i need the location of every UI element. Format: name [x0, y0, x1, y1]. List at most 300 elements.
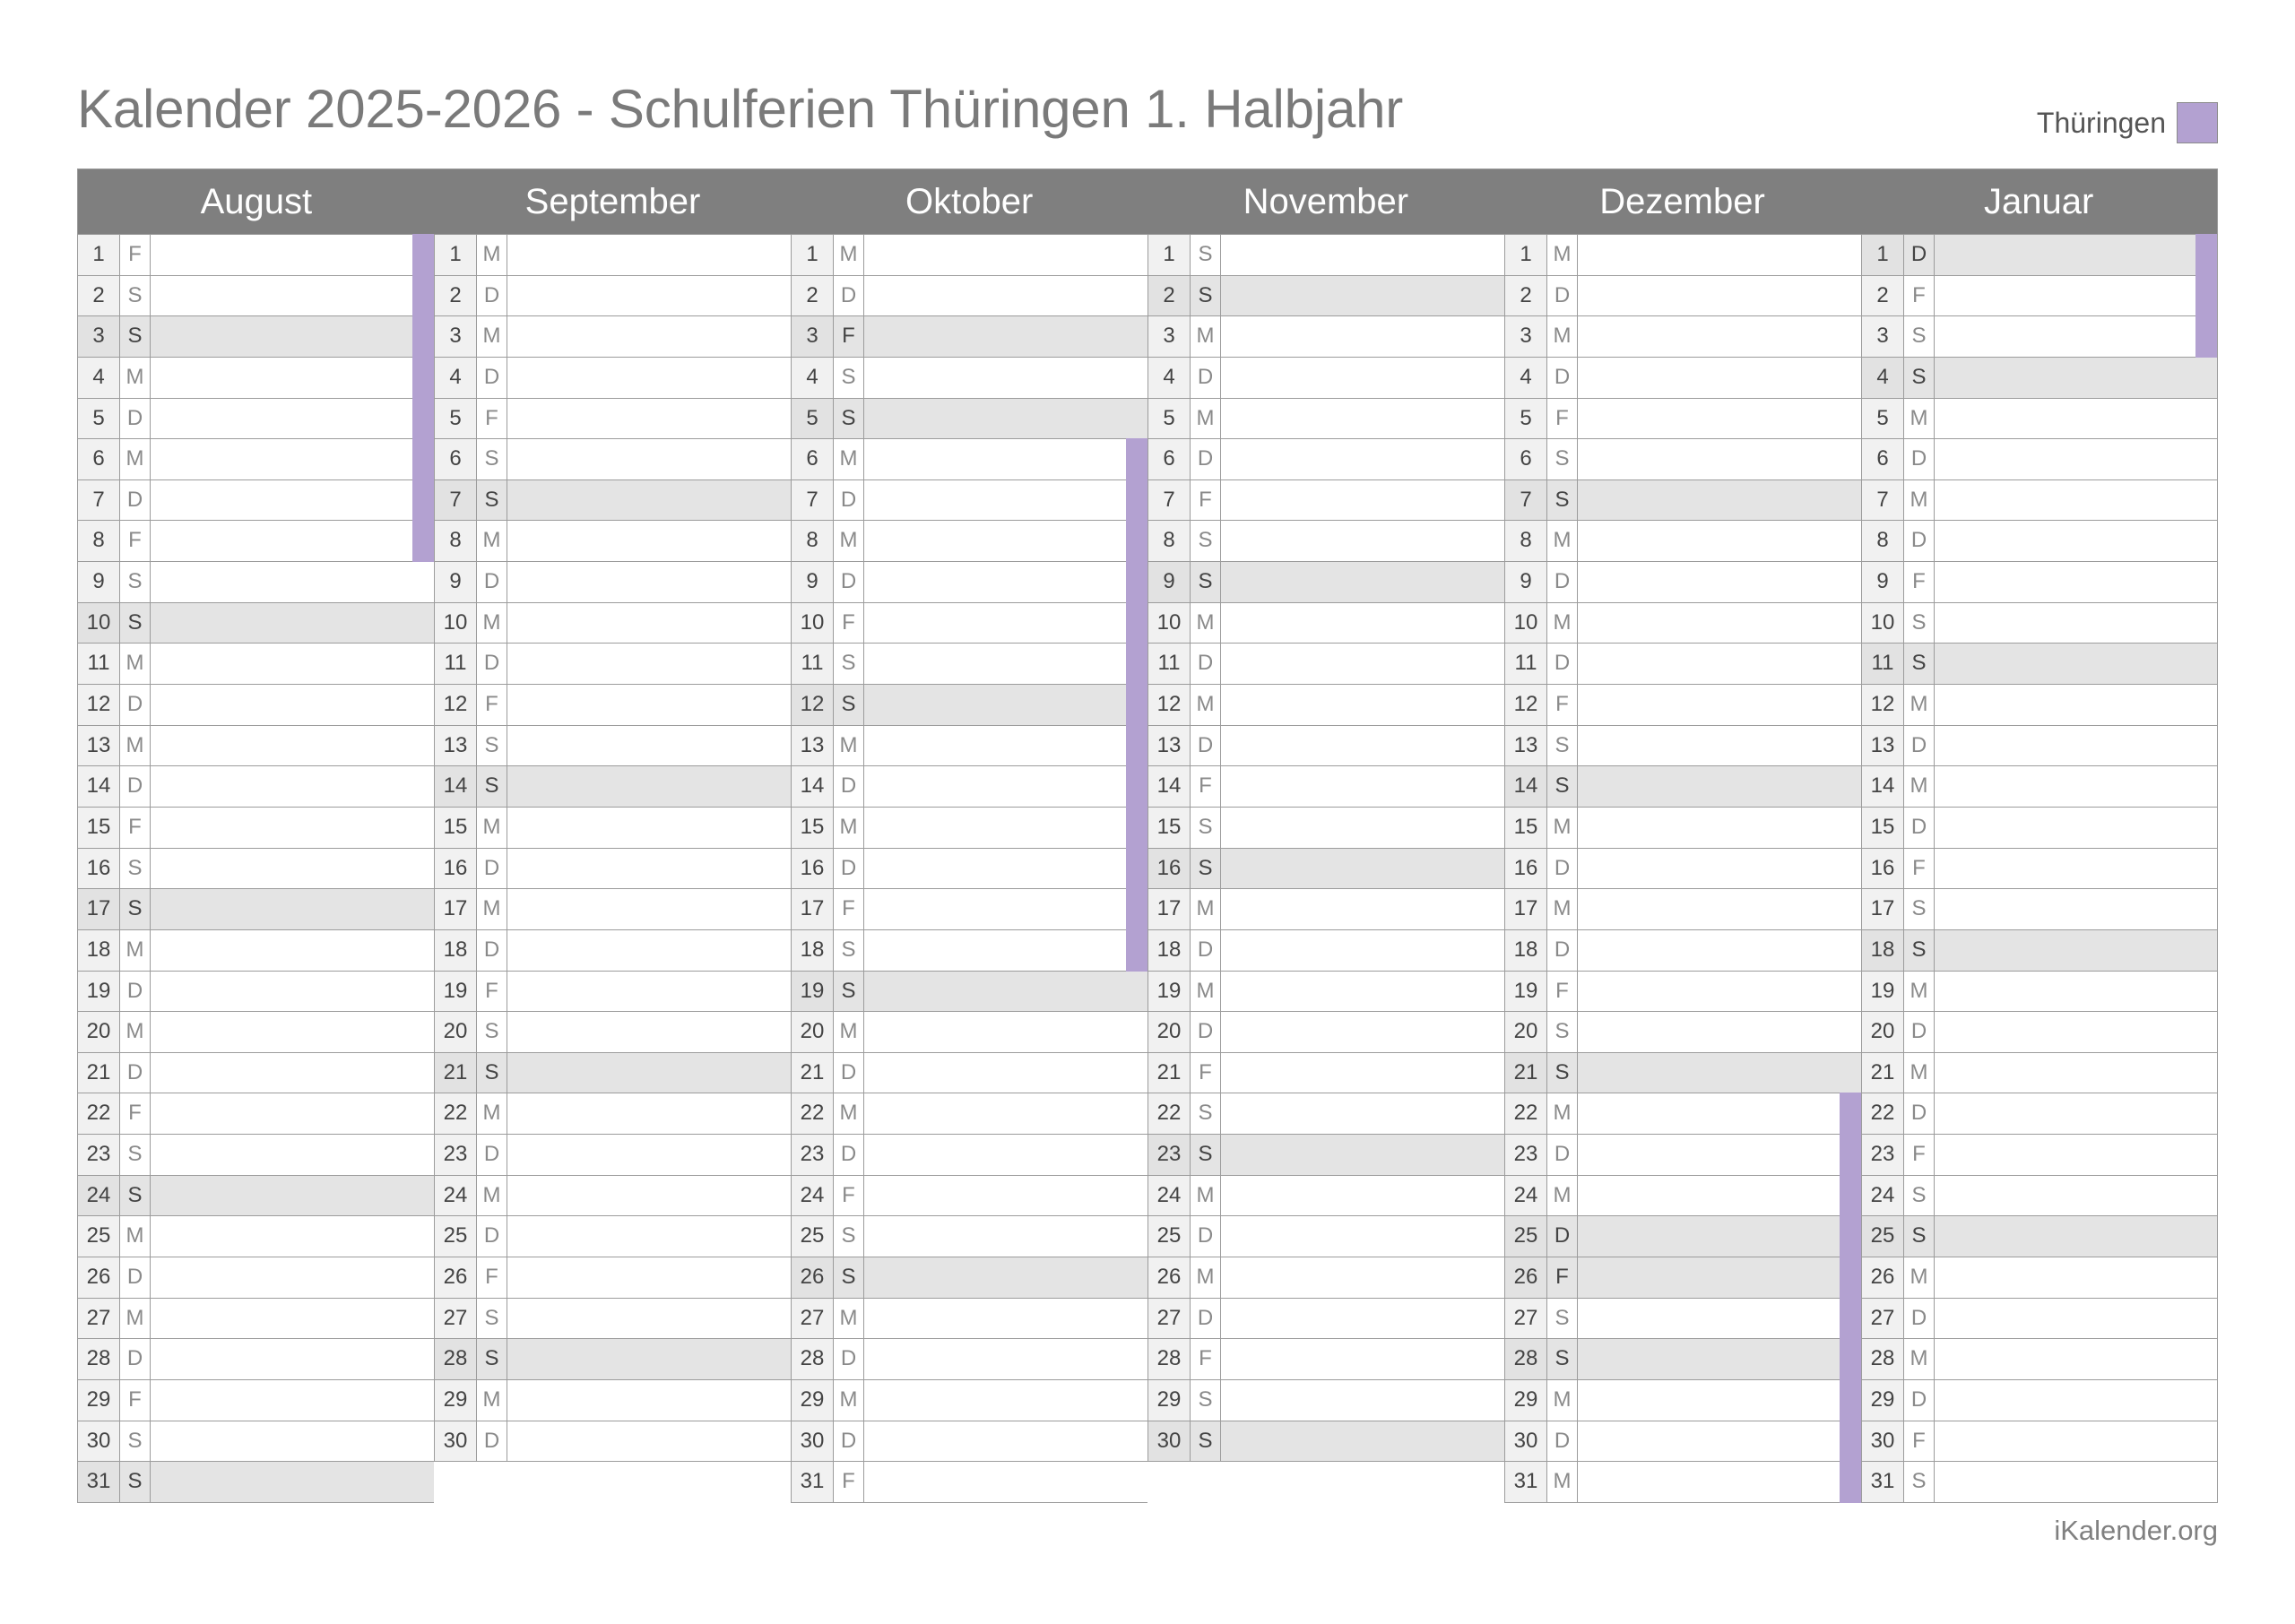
day-row[interactable]: [77, 972, 434, 1013]
day-note-cell[interactable]: [151, 399, 434, 439]
day-row[interactable]: [1148, 316, 1504, 358]
day-note-cell[interactable]: [151, 766, 434, 807]
day-note-cell[interactable]: [1935, 276, 2218, 316]
day-row[interactable]: [1861, 766, 2218, 808]
day-note-cell[interactable]: [1221, 930, 1504, 971]
day-note-cell[interactable]: [507, 316, 791, 357]
day-note-cell[interactable]: [151, 1339, 434, 1379]
day-row[interactable]: [434, 562, 791, 603]
day-row[interactable]: [434, 849, 791, 890]
day-row[interactable]: [791, 1135, 1148, 1176]
day-note-cell[interactable]: [1935, 316, 2218, 357]
day-note-cell[interactable]: [1578, 1053, 1861, 1093]
day-note-cell[interactable]: [1935, 1176, 2218, 1216]
day-note-cell[interactable]: [1935, 1462, 2218, 1502]
day-row[interactable]: [77, 644, 434, 685]
day-note-cell[interactable]: [1578, 1012, 1861, 1052]
day-row[interactable]: [434, 726, 791, 767]
day-row[interactable]: [1504, 1176, 1861, 1217]
day-row[interactable]: [77, 685, 434, 726]
day-row[interactable]: [434, 316, 791, 358]
day-note-cell[interactable]: [1578, 972, 1861, 1012]
day-row[interactable]: [434, 1176, 791, 1217]
day-row[interactable]: [1504, 1093, 1861, 1135]
day-row[interactable]: [434, 1421, 791, 1463]
day-row[interactable]: [1504, 235, 1861, 276]
day-row[interactable]: [1861, 1257, 2218, 1299]
day-note-cell[interactable]: [507, 1421, 791, 1462]
day-row[interactable]: [434, 1299, 791, 1340]
day-note-cell[interactable]: [1221, 1421, 1504, 1462]
day-note-cell[interactable]: [507, 849, 791, 889]
day-row[interactable]: [1861, 358, 2218, 399]
day-row[interactable]: [77, 399, 434, 440]
day-row[interactable]: [1148, 726, 1504, 767]
day-row[interactable]: [77, 480, 434, 522]
day-row[interactable]: [1861, 1093, 2218, 1135]
day-note-cell[interactable]: [507, 808, 791, 848]
day-note-cell[interactable]: [507, 930, 791, 971]
day-note-cell[interactable]: [1578, 1135, 1861, 1175]
day-note-cell[interactable]: [1578, 766, 1861, 807]
day-row[interactable]: [1861, 1135, 2218, 1176]
day-row[interactable]: [434, 808, 791, 849]
day-note-cell[interactable]: [151, 1462, 434, 1502]
day-row[interactable]: [1148, 930, 1504, 972]
day-row[interactable]: [77, 849, 434, 890]
day-row[interactable]: [434, 1093, 791, 1135]
day-note-cell[interactable]: [1221, 972, 1504, 1012]
day-note-cell[interactable]: [507, 1135, 791, 1175]
day-note-cell[interactable]: [507, 1093, 791, 1134]
day-note-cell[interactable]: [1935, 849, 2218, 889]
day-note-cell[interactable]: [507, 358, 791, 398]
day-note-cell[interactable]: [151, 726, 434, 766]
day-row[interactable]: [791, 849, 1148, 890]
day-note-cell[interactable]: [151, 603, 434, 644]
day-note-cell[interactable]: [1221, 889, 1504, 929]
day-row[interactable]: [1504, 316, 1861, 358]
day-row[interactable]: [791, 766, 1148, 808]
day-note-cell[interactable]: [1221, 1257, 1504, 1298]
day-row[interactable]: [77, 1462, 434, 1503]
day-row[interactable]: [1504, 1421, 1861, 1463]
day-row[interactable]: [77, 930, 434, 972]
day-note-cell[interactable]: [864, 562, 1148, 602]
day-note-cell[interactable]: [1935, 644, 2218, 684]
day-note-cell[interactable]: [1578, 316, 1861, 357]
day-note-cell[interactable]: [864, 766, 1148, 807]
day-note-cell[interactable]: [864, 358, 1148, 398]
day-row[interactable]: [77, 1012, 434, 1053]
day-row[interactable]: [434, 1053, 791, 1094]
day-note-cell[interactable]: [1935, 1299, 2218, 1339]
day-row[interactable]: [791, 1053, 1148, 1094]
day-row[interactable]: [434, 603, 791, 644]
day-row[interactable]: [1148, 1012, 1504, 1053]
day-note-cell[interactable]: [864, 1135, 1148, 1175]
day-note-cell[interactable]: [1578, 276, 1861, 316]
day-row[interactable]: [1504, 521, 1861, 562]
day-note-cell[interactable]: [507, 1380, 791, 1421]
day-row[interactable]: [1504, 766, 1861, 808]
day-row[interactable]: [1861, 399, 2218, 440]
day-row[interactable]: [77, 1339, 434, 1380]
day-note-cell[interactable]: [1578, 562, 1861, 602]
day-row[interactable]: [1148, 808, 1504, 849]
day-row[interactable]: [1148, 480, 1504, 522]
day-row[interactable]: [1148, 1216, 1504, 1257]
day-note-cell[interactable]: [151, 562, 434, 602]
day-row[interactable]: [1861, 849, 2218, 890]
day-note-cell[interactable]: [864, 1339, 1148, 1379]
day-row[interactable]: [77, 1299, 434, 1340]
day-row[interactable]: [791, 235, 1148, 276]
day-note-cell[interactable]: [864, 399, 1148, 439]
day-note-cell[interactable]: [1221, 1135, 1504, 1175]
day-row[interactable]: [1861, 889, 2218, 930]
day-note-cell[interactable]: [864, 235, 1148, 275]
day-note-cell[interactable]: [151, 1012, 434, 1052]
day-row[interactable]: [791, 644, 1148, 685]
day-note-cell[interactable]: [151, 644, 434, 684]
day-note-cell[interactable]: [1935, 358, 2218, 398]
day-row[interactable]: [1861, 1462, 2218, 1503]
day-note-cell[interactable]: [864, 1012, 1148, 1052]
day-row[interactable]: [77, 1421, 434, 1463]
day-row[interactable]: [77, 603, 434, 644]
day-row[interactable]: [791, 1093, 1148, 1135]
day-note-cell[interactable]: [1221, 480, 1504, 521]
day-note-cell[interactable]: [151, 521, 434, 561]
day-row[interactable]: [1504, 726, 1861, 767]
day-note-cell[interactable]: [864, 1257, 1148, 1298]
day-note-cell[interactable]: [1935, 685, 2218, 725]
day-note-cell[interactable]: [1578, 808, 1861, 848]
day-row[interactable]: [1861, 603, 2218, 644]
day-note-cell[interactable]: [864, 1421, 1148, 1462]
day-row[interactable]: [1861, 972, 2218, 1013]
day-row[interactable]: [77, 1093, 434, 1135]
day-note-cell[interactable]: [1221, 276, 1504, 316]
day-row[interactable]: [791, 562, 1148, 603]
day-note-cell[interactable]: [1935, 521, 2218, 561]
day-row[interactable]: [791, 1380, 1148, 1421]
day-row[interactable]: [77, 1257, 434, 1299]
day-row[interactable]: [434, 1012, 791, 1053]
day-row[interactable]: [1504, 1462, 1861, 1503]
day-row[interactable]: [1148, 235, 1504, 276]
day-row[interactable]: [77, 276, 434, 317]
day-note-cell[interactable]: [1221, 1053, 1504, 1093]
day-note-cell[interactable]: [1935, 1216, 2218, 1257]
day-row[interactable]: [1861, 644, 2218, 685]
day-row[interactable]: [1504, 644, 1861, 685]
day-note-cell[interactable]: [1221, 562, 1504, 602]
day-note-cell[interactable]: [151, 316, 434, 357]
day-note-cell[interactable]: [1935, 235, 2218, 275]
day-note-cell[interactable]: [1578, 644, 1861, 684]
day-row[interactable]: [77, 808, 434, 849]
day-note-cell[interactable]: [1221, 399, 1504, 439]
day-row[interactable]: [791, 399, 1148, 440]
day-note-cell[interactable]: [864, 930, 1148, 971]
day-note-cell[interactable]: [1578, 480, 1861, 521]
day-note-cell[interactable]: [1578, 399, 1861, 439]
day-note-cell[interactable]: [1935, 889, 2218, 929]
day-row[interactable]: [1504, 603, 1861, 644]
day-note-cell[interactable]: [864, 1462, 1148, 1502]
day-row[interactable]: [1148, 562, 1504, 603]
day-note-cell[interactable]: [507, 1339, 791, 1379]
day-row[interactable]: [791, 1299, 1148, 1340]
day-row[interactable]: [791, 521, 1148, 562]
day-row[interactable]: [791, 889, 1148, 930]
day-note-cell[interactable]: [1935, 726, 2218, 766]
day-row[interactable]: [791, 808, 1148, 849]
day-note-cell[interactable]: [864, 1176, 1148, 1216]
day-row[interactable]: [1148, 603, 1504, 644]
day-row[interactable]: [1504, 930, 1861, 972]
day-row[interactable]: [1148, 766, 1504, 808]
day-note-cell[interactable]: [1578, 1421, 1861, 1462]
day-note-cell[interactable]: [507, 276, 791, 316]
day-row[interactable]: [791, 439, 1148, 480]
day-row[interactable]: [434, 521, 791, 562]
day-note-cell[interactable]: [864, 316, 1148, 357]
day-row[interactable]: [1504, 1299, 1861, 1340]
day-note-cell[interactable]: [507, 603, 791, 644]
day-row[interactable]: [1148, 644, 1504, 685]
day-row[interactable]: [1148, 889, 1504, 930]
day-note-cell[interactable]: [151, 1299, 434, 1339]
day-note-cell[interactable]: [151, 808, 434, 848]
day-row[interactable]: [1861, 235, 2218, 276]
day-row[interactable]: [1504, 1053, 1861, 1094]
day-note-cell[interactable]: [864, 685, 1148, 725]
day-note-cell[interactable]: [151, 358, 434, 398]
day-row[interactable]: [1861, 1380, 2218, 1421]
day-row[interactable]: [1148, 972, 1504, 1013]
day-note-cell[interactable]: [507, 1053, 791, 1093]
day-row[interactable]: [434, 1216, 791, 1257]
day-note-cell[interactable]: [1935, 972, 2218, 1012]
day-note-cell[interactable]: [1935, 1257, 2218, 1298]
day-note-cell[interactable]: [1578, 1380, 1861, 1421]
day-row[interactable]: [1861, 685, 2218, 726]
day-row[interactable]: [791, 1012, 1148, 1053]
day-row[interactable]: [791, 972, 1148, 1013]
day-note-cell[interactable]: [1578, 358, 1861, 398]
day-row[interactable]: [1504, 439, 1861, 480]
day-note-cell[interactable]: [1221, 603, 1504, 644]
day-note-cell[interactable]: [1221, 1339, 1504, 1379]
day-row[interactable]: [434, 480, 791, 522]
day-note-cell[interactable]: [507, 685, 791, 725]
day-row[interactable]: [1504, 972, 1861, 1013]
day-row[interactable]: [77, 235, 434, 276]
day-note-cell[interactable]: [151, 1421, 434, 1462]
day-row[interactable]: [791, 1257, 1148, 1299]
day-row[interactable]: [1504, 1339, 1861, 1380]
day-note-cell[interactable]: [864, 1216, 1148, 1257]
day-row[interactable]: [1861, 808, 2218, 849]
day-row[interactable]: [1861, 480, 2218, 522]
day-row[interactable]: [1148, 1093, 1504, 1135]
day-note-cell[interactable]: [151, 235, 434, 275]
day-row[interactable]: [1861, 1339, 2218, 1380]
day-row[interactable]: [77, 439, 434, 480]
day-row[interactable]: [1861, 316, 2218, 358]
day-note-cell[interactable]: [1935, 1339, 2218, 1379]
day-note-cell[interactable]: [507, 1012, 791, 1052]
day-note-cell[interactable]: [507, 889, 791, 929]
day-note-cell[interactable]: [1935, 1380, 2218, 1421]
day-row[interactable]: [1148, 1053, 1504, 1094]
day-note-cell[interactable]: [507, 562, 791, 602]
day-note-cell[interactable]: [1221, 1012, 1504, 1052]
day-row[interactable]: [791, 685, 1148, 726]
day-note-cell[interactable]: [864, 1299, 1148, 1339]
day-row[interactable]: [1861, 930, 2218, 972]
day-row[interactable]: [77, 889, 434, 930]
day-note-cell[interactable]: [1935, 1053, 2218, 1093]
day-note-cell[interactable]: [1935, 930, 2218, 971]
day-row[interactable]: [1148, 399, 1504, 440]
day-row[interactable]: [791, 358, 1148, 399]
day-note-cell[interactable]: [1935, 399, 2218, 439]
day-note-cell[interactable]: [151, 1135, 434, 1175]
day-note-cell[interactable]: [1578, 1299, 1861, 1339]
day-note-cell[interactable]: [864, 808, 1148, 848]
day-note-cell[interactable]: [507, 644, 791, 684]
day-row[interactable]: [1148, 1135, 1504, 1176]
day-note-cell[interactable]: [1221, 1299, 1504, 1339]
day-note-cell[interactable]: [864, 521, 1148, 561]
day-note-cell[interactable]: [1221, 766, 1504, 807]
day-note-cell[interactable]: [1935, 766, 2218, 807]
day-row[interactable]: [1861, 276, 2218, 317]
day-note-cell[interactable]: [507, 439, 791, 479]
day-row[interactable]: [434, 1339, 791, 1380]
day-note-cell[interactable]: [864, 1053, 1148, 1093]
day-note-cell[interactable]: [1221, 235, 1504, 275]
day-row[interactable]: [1148, 849, 1504, 890]
day-row[interactable]: [77, 1176, 434, 1217]
day-note-cell[interactable]: [151, 480, 434, 521]
day-note-cell[interactable]: [1221, 808, 1504, 848]
day-row[interactable]: [1504, 685, 1861, 726]
day-row[interactable]: [1504, 562, 1861, 603]
day-note-cell[interactable]: [151, 439, 434, 479]
day-note-cell[interactable]: [864, 439, 1148, 479]
day-row[interactable]: [1148, 1421, 1504, 1463]
day-row[interactable]: [434, 644, 791, 685]
day-note-cell[interactable]: [1221, 1216, 1504, 1257]
day-note-cell[interactable]: [507, 726, 791, 766]
day-note-cell[interactable]: [1221, 849, 1504, 889]
day-row[interactable]: [791, 1421, 1148, 1463]
day-row[interactable]: [791, 603, 1148, 644]
day-note-cell[interactable]: [1578, 726, 1861, 766]
day-row[interactable]: [1148, 1339, 1504, 1380]
day-note-cell[interactable]: [1578, 849, 1861, 889]
day-row[interactable]: [1861, 1216, 2218, 1257]
day-note-cell[interactable]: [507, 521, 791, 561]
day-row[interactable]: [1504, 1380, 1861, 1421]
day-note-cell[interactable]: [151, 1093, 434, 1134]
day-note-cell[interactable]: [1935, 1093, 2218, 1134]
day-row[interactable]: [1504, 480, 1861, 522]
day-note-cell[interactable]: [1935, 439, 2218, 479]
day-row[interactable]: [1148, 521, 1504, 562]
day-row[interactable]: [1504, 1216, 1861, 1257]
day-row[interactable]: [1861, 1299, 2218, 1340]
day-row[interactable]: [791, 480, 1148, 522]
day-row[interactable]: [1861, 1176, 2218, 1217]
day-row[interactable]: [1861, 726, 2218, 767]
day-note-cell[interactable]: [1221, 1176, 1504, 1216]
day-note-cell[interactable]: [864, 644, 1148, 684]
day-row[interactable]: [434, 1257, 791, 1299]
day-row[interactable]: [1148, 276, 1504, 317]
day-note-cell[interactable]: [864, 1093, 1148, 1134]
day-row[interactable]: [77, 521, 434, 562]
day-row[interactable]: [77, 1216, 434, 1257]
day-row[interactable]: [1861, 521, 2218, 562]
day-row[interactable]: [434, 235, 791, 276]
day-note-cell[interactable]: [151, 930, 434, 971]
day-note-cell[interactable]: [151, 1380, 434, 1421]
day-note-cell[interactable]: [507, 1299, 791, 1339]
day-row[interactable]: [434, 1380, 791, 1421]
day-row[interactable]: [791, 1462, 1148, 1503]
day-note-cell[interactable]: [1578, 1093, 1861, 1134]
day-row[interactable]: [77, 726, 434, 767]
day-note-cell[interactable]: [1578, 889, 1861, 929]
day-note-cell[interactable]: [1221, 1380, 1504, 1421]
day-row[interactable]: [791, 316, 1148, 358]
day-note-cell[interactable]: [1221, 316, 1504, 357]
day-note-cell[interactable]: [507, 1257, 791, 1298]
day-note-cell[interactable]: [1221, 644, 1504, 684]
day-note-cell[interactable]: [864, 972, 1148, 1012]
day-note-cell[interactable]: [1578, 439, 1861, 479]
day-note-cell[interactable]: [1578, 930, 1861, 971]
day-row[interactable]: [434, 972, 791, 1013]
day-note-cell[interactable]: [1578, 1339, 1861, 1379]
day-row[interactable]: [791, 1216, 1148, 1257]
day-note-cell[interactable]: [151, 972, 434, 1012]
day-row[interactable]: [791, 726, 1148, 767]
day-row[interactable]: [77, 766, 434, 808]
day-note-cell[interactable]: [864, 726, 1148, 766]
day-note-cell[interactable]: [507, 766, 791, 807]
day-row[interactable]: [434, 358, 791, 399]
day-note-cell[interactable]: [151, 1053, 434, 1093]
day-note-cell[interactable]: [864, 276, 1148, 316]
day-row[interactable]: [1148, 1299, 1504, 1340]
day-note-cell[interactable]: [864, 603, 1148, 644]
day-row[interactable]: [791, 276, 1148, 317]
day-row[interactable]: [791, 930, 1148, 972]
day-row[interactable]: [1504, 808, 1861, 849]
day-row[interactable]: [1148, 1257, 1504, 1299]
day-row[interactable]: [1504, 889, 1861, 930]
day-note-cell[interactable]: [1578, 1462, 1861, 1502]
day-row[interactable]: [77, 1135, 434, 1176]
day-note-cell[interactable]: [1935, 562, 2218, 602]
